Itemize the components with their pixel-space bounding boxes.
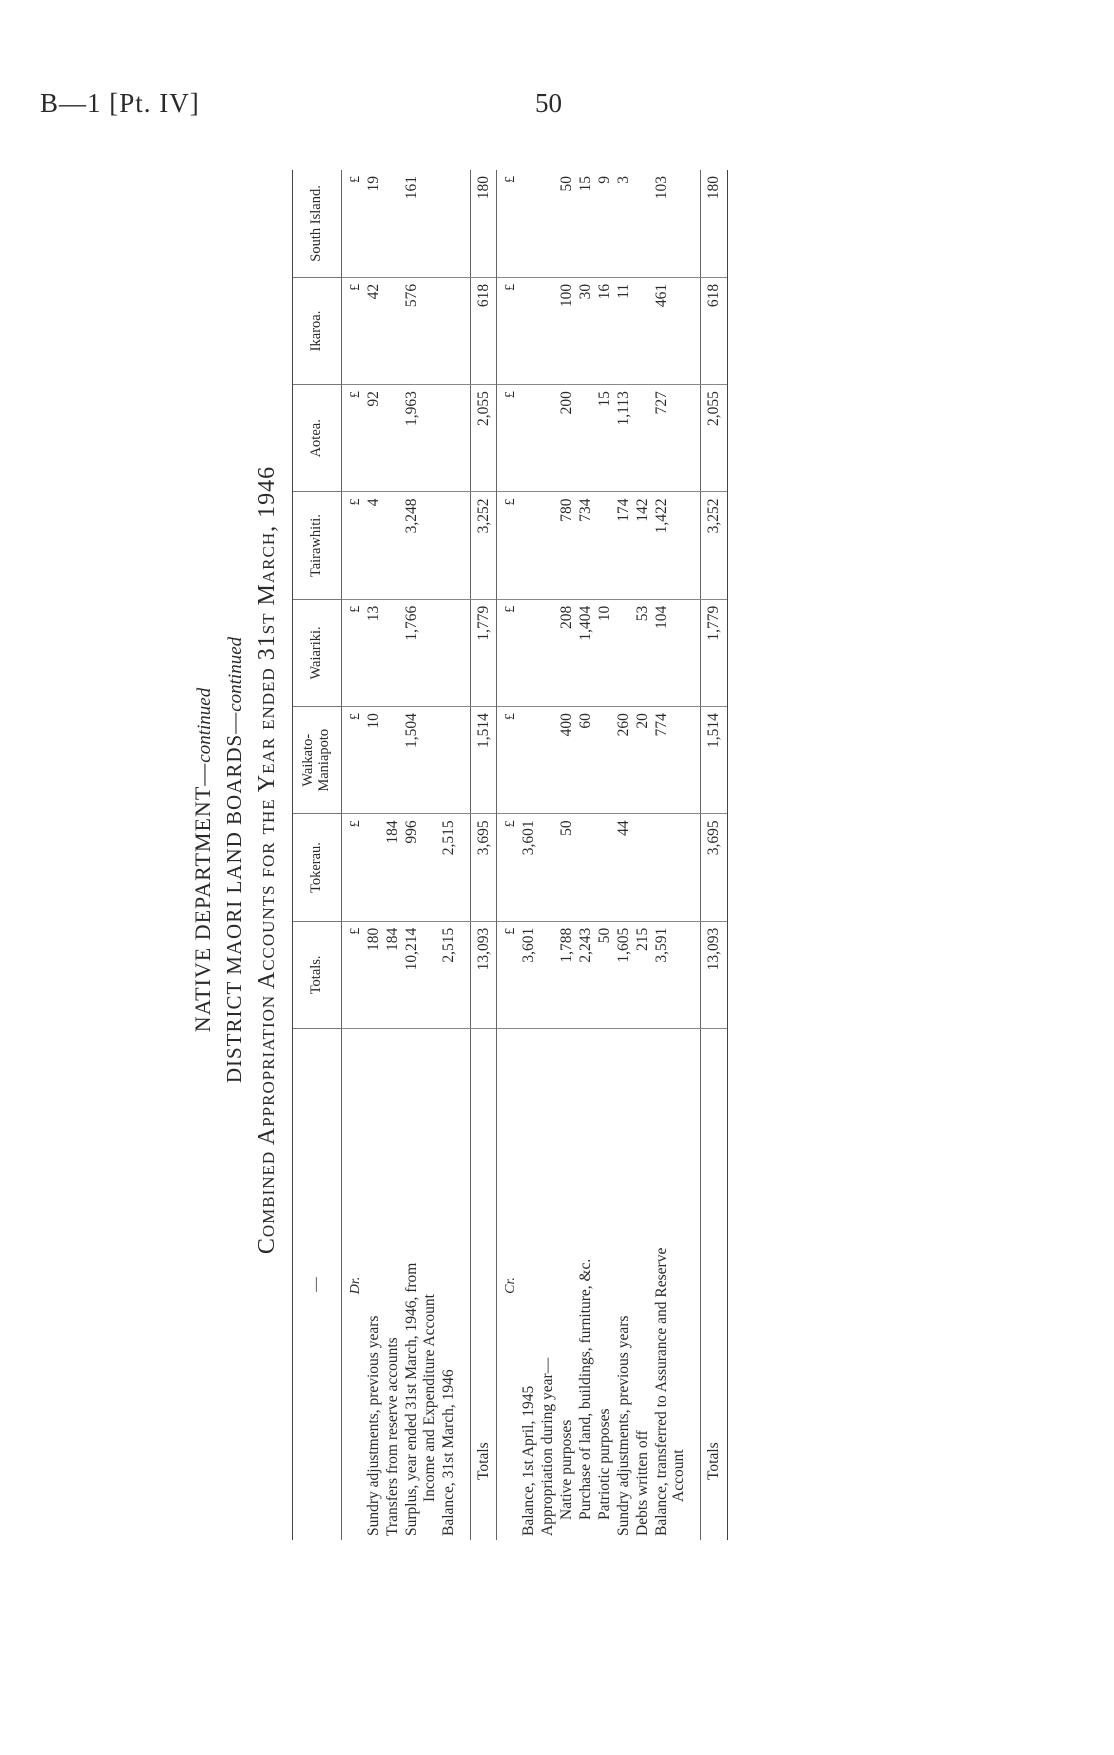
cell: 780 [557, 492, 576, 599]
cell: 60 [576, 707, 595, 814]
cell: 1,605 [614, 921, 633, 1028]
cell [633, 814, 652, 921]
cell: 3 [614, 170, 633, 277]
pound-sign: £ [342, 385, 365, 492]
table-row [402, 170, 438, 1540]
spacer-row [688, 170, 701, 1540]
cell: 100 [557, 277, 576, 384]
column-header: South Island. [293, 170, 342, 277]
column-header: — [293, 1029, 342, 1540]
total-cell: 1,514 [470, 707, 496, 814]
cell [439, 277, 458, 384]
heading-line2: DISTRICT MAORI LAND BOARDS— [222, 711, 246, 1084]
cell [364, 814, 383, 921]
heading-line1-continued: continued [194, 687, 215, 763]
cell: 11 [614, 277, 633, 384]
cell: 576 [402, 277, 438, 384]
cell: 4 [364, 492, 383, 599]
cell [383, 599, 402, 706]
table-row [633, 170, 652, 1540]
cell: 44 [614, 814, 633, 921]
cell [595, 492, 614, 599]
cell: 2,515 [439, 921, 458, 1028]
total-cell: 13,093 [701, 921, 727, 1028]
cell: 92 [364, 385, 383, 492]
cell [439, 385, 458, 492]
total-cell: 180 [701, 170, 727, 277]
pound-sign: £ [496, 599, 519, 706]
row-label-line2: Account [670, 1449, 688, 1502]
page-number: 50 [535, 88, 562, 118]
row-label [652, 1029, 688, 1540]
row-label [402, 1029, 438, 1540]
cell: 142 [633, 492, 652, 599]
cell [519, 170, 538, 277]
table-row [614, 170, 633, 1540]
table-row [557, 170, 576, 1540]
table-row [595, 170, 614, 1540]
row-label: Debts written off [634, 1430, 652, 1536]
cell: 50 [557, 170, 576, 277]
cell [595, 707, 614, 814]
cell: 3,601 [519, 814, 538, 921]
total-cell: 1,514 [701, 707, 727, 814]
cell [519, 277, 538, 384]
cell: 30 [576, 277, 595, 384]
pound-sign: £ [342, 170, 365, 277]
cell: 260 [614, 707, 633, 814]
department-heading [190, 150, 216, 1570]
cell: 200 [557, 385, 576, 492]
cell: 104 [652, 599, 688, 706]
total-cell: 13,093 [470, 921, 496, 1028]
cell: 461 [652, 277, 688, 384]
cell: 1,788 [557, 921, 576, 1028]
cell: 734 [576, 492, 595, 599]
cell: 215 [633, 921, 652, 1028]
column-header: Tokerau. [293, 814, 342, 921]
pound-sign: £ [496, 385, 519, 492]
row-label-line1: Surplus, year ended 31st March, 1946, from [403, 1262, 421, 1536]
cell: 15 [576, 170, 595, 277]
row-label: Sundry adjustments, previous years [365, 1315, 383, 1536]
cell: 20 [633, 707, 652, 814]
pound-sign: £ [342, 814, 365, 921]
boards-heading [222, 150, 247, 1570]
cell [383, 170, 402, 277]
table-title: Combined Appropriation Accounts for the Year ended 31st March, 1946 [254, 465, 280, 1255]
cell [633, 277, 652, 384]
pound-sign: £ [342, 707, 365, 814]
row-label: Purchase of land, buildings, furniture, &c. [577, 1258, 595, 1520]
cell [439, 707, 458, 814]
cr-section-row [496, 170, 519, 1540]
cell: 2,515 [439, 814, 458, 921]
appropriation-accounts-table [292, 170, 728, 1540]
cell [633, 385, 652, 492]
cell [519, 707, 538, 814]
cell [519, 492, 538, 599]
row-label: Balance, 1st April, 1945 [520, 1385, 538, 1536]
cell: 3,591 [652, 921, 688, 1028]
cell: 42 [364, 277, 383, 384]
cell: 15 [595, 385, 614, 492]
table-row [519, 170, 538, 1540]
total-cell: 618 [701, 277, 727, 384]
rotated-table-sheet [180, 150, 870, 1570]
column-header: Aotea. [293, 385, 342, 492]
cell [383, 277, 402, 384]
cell: 184 [383, 814, 402, 921]
cell [614, 599, 633, 706]
cell: 19 [364, 170, 383, 277]
cr-totals-row [701, 170, 727, 1540]
cell: 13 [364, 599, 383, 706]
heading-line1: NATIVE DEPARTMENT— [190, 762, 215, 1033]
total-cell: 180 [470, 170, 496, 277]
total-cell: 3,695 [701, 814, 727, 921]
pound-sign: £ [342, 277, 365, 384]
table-row [538, 170, 557, 1540]
pound-sign: £ [496, 492, 519, 599]
row-label: Appropriation during year— [539, 1357, 557, 1536]
cell [519, 599, 538, 706]
column-header: Ikaroa. [293, 277, 342, 384]
row-label-line2: Income and Expenditure Account [420, 1294, 438, 1502]
dr-section-row [342, 170, 365, 1540]
cell [383, 385, 402, 492]
total-cell: 1,779 [470, 599, 496, 706]
totals-label: Totals [701, 1029, 727, 1540]
cell [383, 707, 402, 814]
cell [576, 385, 595, 492]
cell: 161 [402, 170, 438, 277]
table-row [383, 170, 402, 1540]
total-cell: 3,695 [470, 814, 496, 921]
dr-label: Dr. [348, 1276, 363, 1295]
cell [519, 385, 538, 492]
page-reference: B—1 [Pt. IV] [40, 88, 200, 118]
cell [576, 814, 595, 921]
cell: 10 [364, 707, 383, 814]
pound-sign: £ [342, 492, 365, 599]
column-header: Waiariki. [293, 599, 342, 706]
cell: 10 [595, 599, 614, 706]
cell: 184 [383, 921, 402, 1028]
cell: 9 [595, 170, 614, 277]
cell: 400 [557, 707, 576, 814]
table-row [576, 170, 595, 1540]
cell [439, 492, 458, 599]
dr-totals-row [470, 170, 496, 1540]
pound-sign: £ [496, 814, 519, 921]
cell [439, 599, 458, 706]
cell: 1,963 [402, 385, 438, 492]
total-cell: 2,055 [470, 385, 496, 492]
heading-line2-continued: continued [225, 636, 246, 712]
pound-sign: £ [496, 170, 519, 277]
cell: 16 [595, 277, 614, 384]
cell: 10,214 [402, 921, 438, 1028]
pound-sign: £ [496, 707, 519, 814]
cell: 103 [652, 170, 688, 277]
row-label: Transfers from reserve accounts [384, 1337, 402, 1536]
total-cell: 3,252 [470, 492, 496, 599]
column-header: Tairawhiti. [293, 492, 342, 599]
pound-sign: £ [496, 277, 519, 384]
cell: 3,601 [519, 921, 538, 1028]
cell: 50 [557, 814, 576, 921]
cell: 174 [614, 492, 633, 599]
table-row [364, 170, 383, 1540]
cell: 208 [557, 599, 576, 706]
pound-sign: £ [342, 599, 365, 706]
cell [633, 170, 652, 277]
spacer-row [458, 170, 471, 1540]
cell: 774 [652, 707, 688, 814]
cell: 180 [364, 921, 383, 1028]
row-label: Sundry adjustments, previous years [615, 1315, 633, 1536]
total-cell: 2,055 [701, 385, 727, 492]
table-row [439, 170, 458, 1540]
cell [595, 814, 614, 921]
row-label: Balance, 31st March, 1946 [439, 1369, 457, 1536]
cell: 727 [652, 385, 688, 492]
cell [652, 814, 688, 921]
cell: 3,248 [402, 492, 438, 599]
totals-label: Totals [470, 1029, 496, 1540]
cell [383, 492, 402, 599]
cr-label: Cr. [502, 1277, 518, 1294]
row-label-line1: Balance, transferred to Assurance and Reserve [653, 1247, 671, 1536]
total-cell: 3,252 [701, 492, 727, 599]
column-header: Totals. [293, 921, 342, 1028]
pound-sign: £ [342, 921, 365, 1028]
total-cell: 1,779 [701, 599, 727, 706]
cell: 1,113 [614, 385, 633, 492]
row-label: Native purposes [558, 1419, 576, 1520]
cell: 1,504 [402, 707, 438, 814]
cell: 50 [595, 921, 614, 1028]
cell: 1,404 [576, 599, 595, 706]
total-cell: 618 [470, 277, 496, 384]
row-label: Patriotic purposes [596, 1408, 614, 1520]
cell: 1,422 [652, 492, 688, 599]
column-header: Waikato-Maniapoto [293, 707, 342, 814]
pound-sign: £ [496, 921, 519, 1028]
cell: 1,766 [402, 599, 438, 706]
table-row [652, 170, 688, 1540]
header-row [293, 170, 342, 1540]
cell: 53 [633, 599, 652, 706]
cell [439, 170, 458, 277]
cell: 2,243 [576, 921, 595, 1028]
cell: 996 [402, 814, 438, 921]
